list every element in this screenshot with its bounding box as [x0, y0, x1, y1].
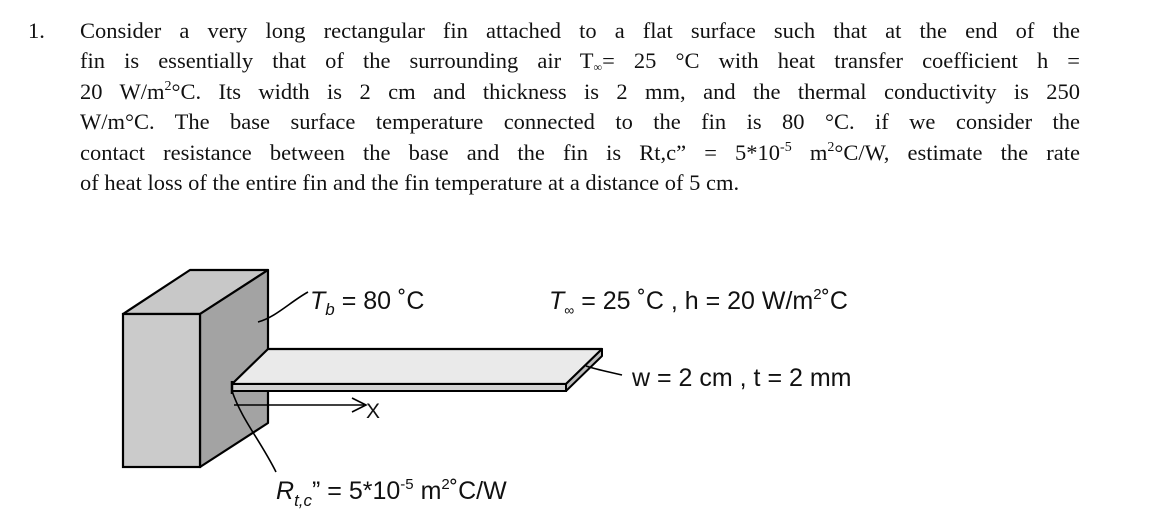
- fin-end-leader-line: [586, 366, 622, 375]
- rtc-label: [276, 476, 507, 510]
- rtc-exponent: -5: [400, 476, 414, 493]
- rtc-symbol: R: [276, 477, 295, 505]
- line2-infinity-subscript: ∞: [593, 60, 603, 75]
- problem-number: 1.: [28, 18, 45, 43]
- line2-text-a: fin is essentially that of the surrounding air T: [80, 48, 594, 74]
- tb-label: [310, 287, 424, 319]
- tinf-value: = 25 ˚C , h = 20 W/m: [574, 287, 814, 315]
- line5-text-c: °C/W, estimate the rate: [834, 139, 1080, 165]
- rtc-unit-end: ˚C/W: [449, 477, 507, 505]
- line2-text-b: = 25 °C with heat transfer coefficient h =: [602, 48, 1080, 74]
- problem-line-6: of heat loss of the entire fin and the fin temperature at a distance of 5 cm.: [80, 170, 740, 196]
- line5-text-a: contact resistance between the base and the fin is Rt,c” = 5*10: [80, 139, 781, 165]
- tinf-symbol: T: [549, 287, 565, 315]
- tinf-label: [549, 286, 848, 318]
- rtc-value: ” = 5*10: [312, 477, 401, 505]
- line5-text-b: m: [791, 139, 828, 165]
- tinf-subscript: ∞: [564, 302, 575, 318]
- fin-front-face: [232, 384, 566, 391]
- fin-top-face: [232, 349, 602, 384]
- line3-text-a: 20 W/m: [80, 78, 165, 104]
- tinf-superscript: 2: [813, 286, 822, 303]
- tb-subscript: b: [325, 300, 335, 319]
- line3-text-b: °C. Its width is 2 cm and thickness is 2 mm, and the thermal conductivity is 250: [171, 78, 1080, 104]
- line5-exponent: -5: [780, 139, 792, 155]
- line5-superscript: 2: [827, 139, 835, 155]
- rtc-unit-superscript: 2: [441, 476, 450, 493]
- rtc-unit: m: [413, 477, 442, 505]
- tb-symbol: T: [310, 287, 326, 315]
- problem-line-1: Consider a very long rectangular fin attached to a flat surface such that at the end of the: [80, 18, 1080, 43]
- x-axis-label: X: [366, 400, 381, 423]
- rtc-subscript: t,c: [294, 491, 313, 510]
- tinf-unit: ˚C: [821, 287, 848, 315]
- wall-front-face: [123, 314, 200, 467]
- line3-superscript: 2: [164, 78, 172, 94]
- problem-line-4: W/m°C. The base surface temperature connected to the fin is 80 °C. if we consider the: [80, 109, 1080, 135]
- tb-value: = 80 ˚C: [334, 287, 425, 315]
- fin-dimensions-label: w = 2 cm , t = 2 mm: [632, 364, 852, 392]
